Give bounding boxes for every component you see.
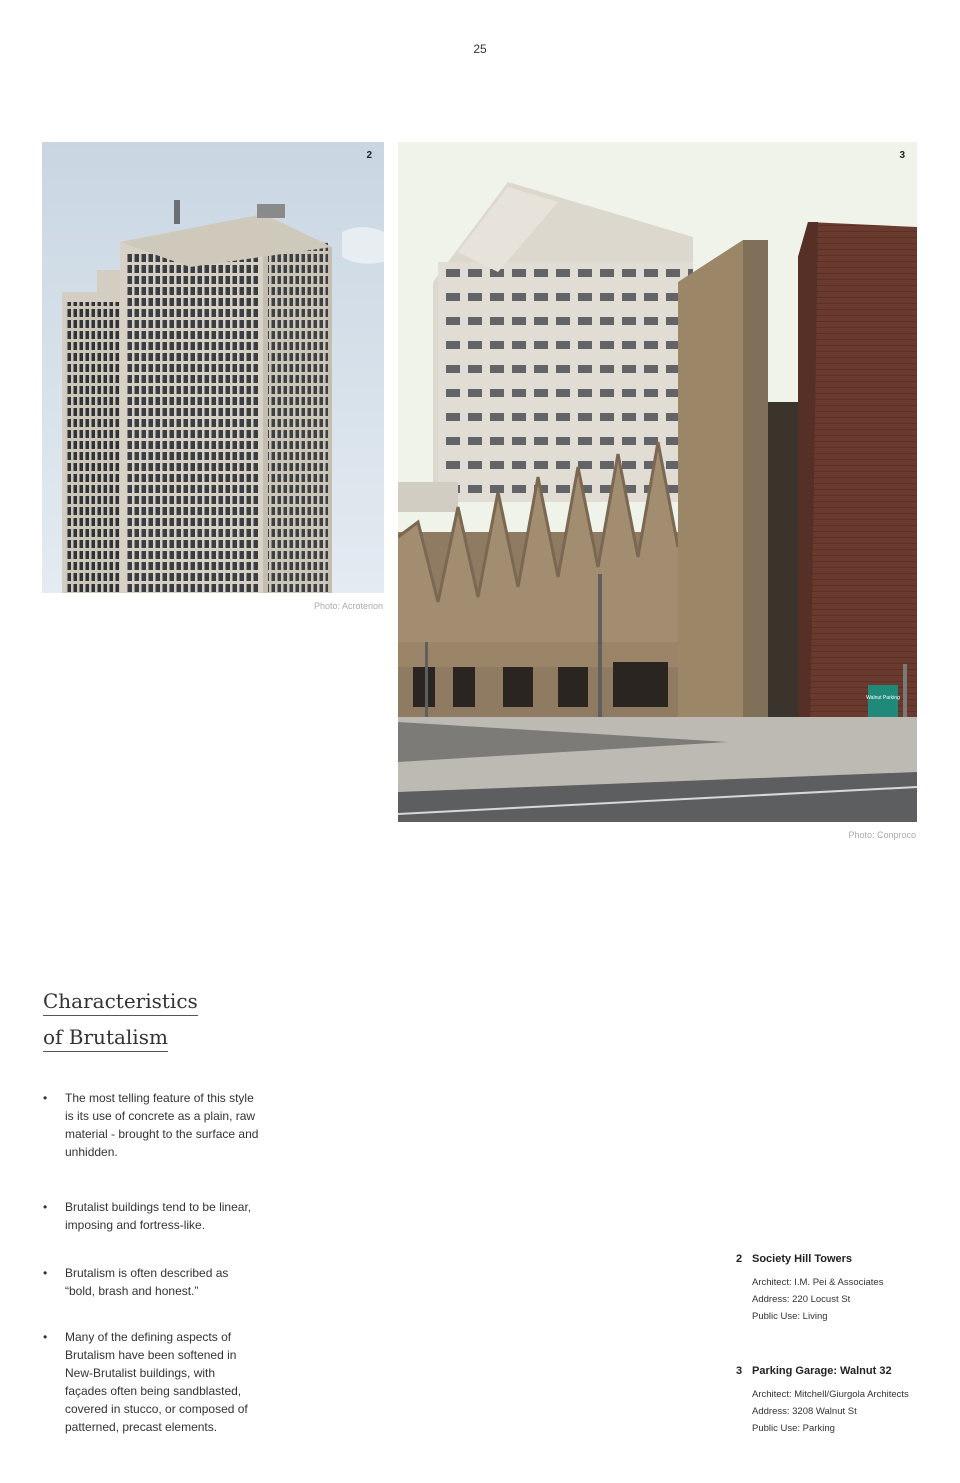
photo-credit: Photo: Acroterion — [313, 601, 383, 611]
bullet-marker: • — [43, 1266, 48, 1280]
caption-title-text: Society Hill Towers — [752, 1253, 853, 1265]
heading-line: of Brutalism — [43, 1024, 168, 1052]
caption-architect: Architect: Mitchell/Giurgola Architects — [752, 1389, 909, 1400]
caption-number: 2 — [736, 1253, 743, 1265]
list-item — [43, 1264, 273, 1300]
list-item — [43, 1089, 273, 1161]
list-item-text: Brutalism is often described as “bold, brash and honest.” — [65, 1266, 229, 1298]
figure-caption — [736, 1365, 936, 1437]
bullet-marker: • — [43, 1200, 48, 1214]
section-heading — [43, 988, 198, 1052]
caption-title-text: Parking Garage: Walnut 32 — [752, 1365, 892, 1377]
caption-title — [736, 1365, 936, 1377]
bullet-marker: • — [43, 1330, 48, 1344]
list-item-text: Brutalist buildings tend to be linear, imposing and fortress-like. — [65, 1200, 252, 1232]
caption-details — [752, 1386, 936, 1437]
photo-credit: Photo: Conproco — [848, 830, 916, 840]
caption-architect: Architect: I.M. Pei & Associates — [752, 1277, 884, 1288]
page-number: 25 — [473, 42, 487, 56]
heading-line: Characteristics — [43, 988, 198, 1016]
caption-details — [752, 1274, 936, 1325]
caption-public-use: Public Use: Living — [752, 1311, 828, 1322]
caption-address: Address: 220 Locust St — [752, 1294, 851, 1305]
list-item — [43, 1198, 273, 1234]
figure-number: 2 — [366, 150, 372, 161]
figure-number: 3 — [899, 150, 905, 161]
caption-address: Address: 3208 Walnut St — [752, 1406, 857, 1417]
list-item — [43, 1328, 273, 1436]
list-item-text: Many of the defining aspects of Brutalism have been softened in New-Brutalist buildings, with façades often being sandblasted, covered in stucco, or composed of patterned, precast elements. — [65, 1330, 248, 1434]
caption-number: 3 — [736, 1365, 743, 1377]
caption-public-use: Public Use: Parking — [752, 1423, 835, 1434]
photo-society-hill-towers — [42, 142, 384, 593]
photo-parking-garage — [398, 142, 917, 822]
figure-caption — [736, 1253, 936, 1325]
parking-sign-text: Walnut Parking — [866, 695, 900, 701]
bullet-marker: • — [43, 1091, 48, 1105]
caption-title — [736, 1253, 936, 1265]
list-item-text: The most telling feature of this style is its use of concrete as a plain, raw material - brought to the surface and unhidden. — [65, 1091, 259, 1159]
